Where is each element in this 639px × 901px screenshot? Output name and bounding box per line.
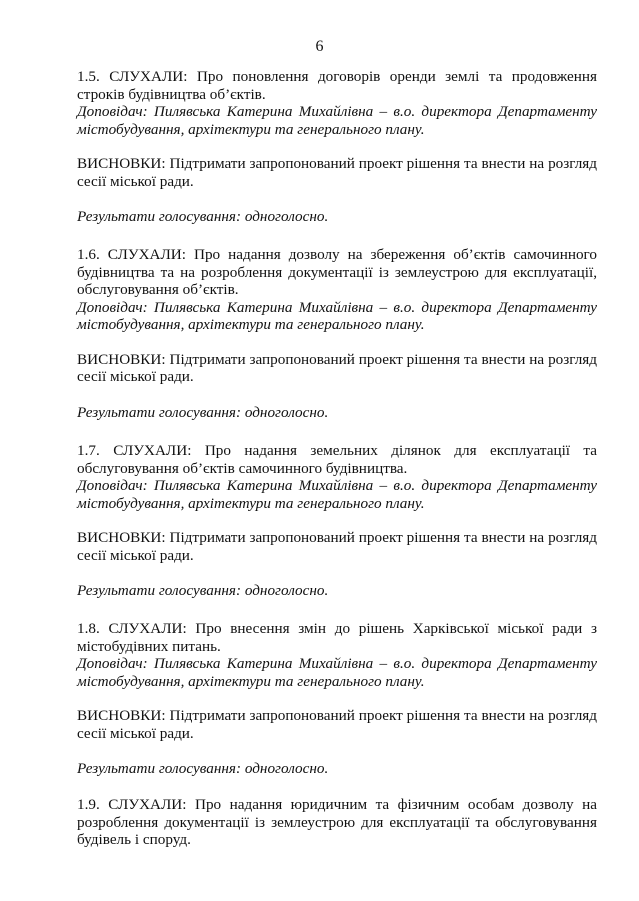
vote-result: Результати голосування: одноголосно.: [77, 208, 329, 225]
agenda-item-1-8: [77, 620, 597, 778]
speaker-text: Доповідач: Пилявська Катерина Михайлівна – в.о. директора Департаменту містобудування, архітектури та генерального плану.: [77, 103, 597, 138]
speaker-text: Доповідач: Пилявська Катерина Михайлівна – в.о. директора Департаменту містобудування, архітектури та генерального плану.: [77, 298, 597, 333]
heard-text: 1.9. СЛУХАЛИ: Про надання юридичним та фізичним особам дозволу на розроблення документації із землеустрою для експлуатації та обслуговування будівель і споруд.: [77, 796, 597, 848]
agenda-item-1-7: [77, 442, 597, 600]
heard-text: 1.7. СЛУХАЛИ: Про надання земельних ділянок для експлуатації та обслуговування об’єктів самочинного будівництва.: [77, 442, 597, 477]
speaker-text: Доповідач: Пилявська Катерина Михайлівна – в.о. директора Департаменту містобудування, архітектури та генерального плану.: [77, 655, 597, 690]
vote-result: Результати голосування: одноголосно.: [77, 403, 329, 421]
conclusion-text: ВИСНОВКИ: Підтримати запропонований проект рішення та внести на розгляд сесії міської ради.: [77, 155, 597, 190]
agenda-item-1-6: [77, 246, 597, 421]
conclusion-text: ВИСНОВКИ: Підтримати запропонований проект рішення та внести на розгляд сесії міської ради.: [77, 707, 597, 742]
speaker-text: Доповідач: Пилявська Катерина Михайлівна – в.о. директора Департаменту містобудування, архітектури та генерального плану.: [77, 477, 597, 512]
page-number: 6: [315, 38, 324, 55]
vote-result: Результати голосування: одноголосно.: [77, 760, 329, 777]
conclusion-text: ВИСНОВКИ: Підтримати запропонований проект рішення та внести на розгляд сесії міської ради.: [77, 350, 597, 385]
heard-text: 1.8. СЛУХАЛИ: Про внесення змін до рішень Харківської міської ради з містобудівних питань.: [77, 620, 597, 655]
agenda-item-1-9: [77, 796, 597, 849]
vote-result: Результати голосування: одноголосно.: [77, 582, 329, 599]
agenda-item-1-5: [77, 68, 597, 226]
conclusion-text: ВИСНОВКИ: Підтримати запропонований проект рішення та внести на розгляд сесії міської ради.: [77, 529, 597, 564]
heard-text: 1.6. СЛУХАЛИ: Про надання дозволу на збереження об’єктів самочинного будівництва та на розроблення документації із землеустрою для експлуатації, обслуговування об’єктів.: [77, 246, 597, 298]
heard-text: 1.5. СЛУХАЛИ: Про поновлення договорів оренди землі та продовження строків будівництва об’єктів.: [77, 68, 597, 103]
